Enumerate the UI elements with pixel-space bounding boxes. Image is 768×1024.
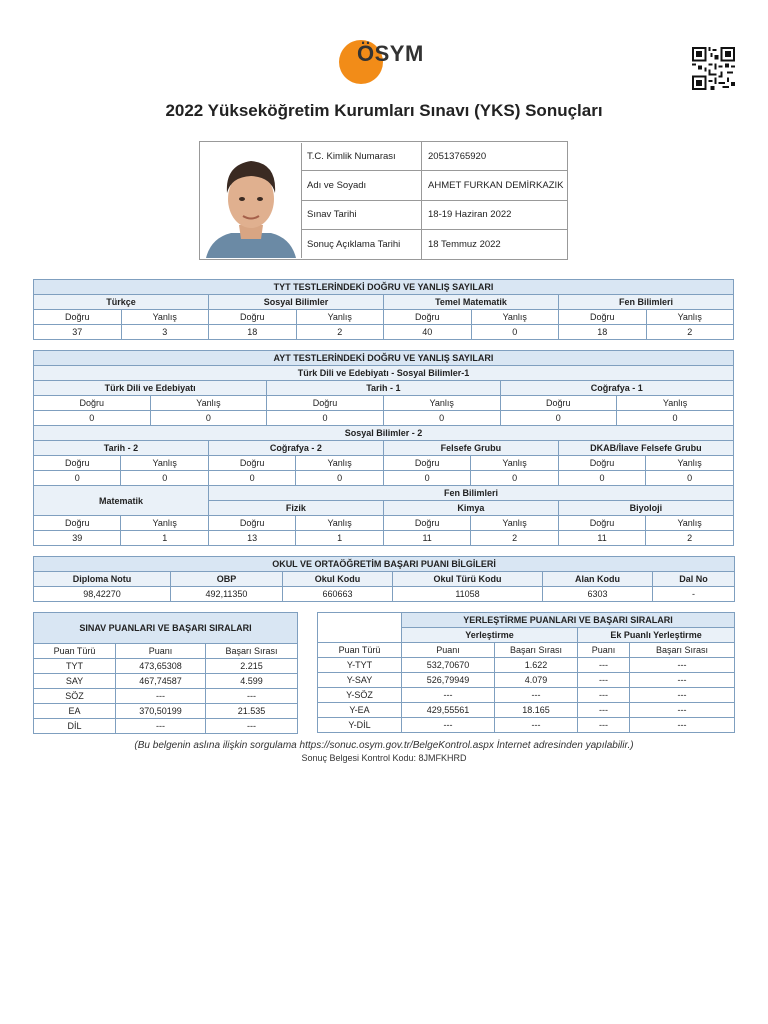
okul-table: [33, 556, 735, 602]
ek-rank-value: ---: [630, 703, 735, 718]
score-type: TYT: [34, 659, 116, 674]
count-cell: 0: [383, 471, 470, 486]
yanlis-label: Yanlış: [150, 396, 267, 411]
column-header: Puanı: [116, 644, 206, 659]
subject-header: DKAB/İlave Felsefe Grubu: [558, 441, 733, 456]
count-cell: 18: [559, 325, 647, 340]
count-cell: 0: [471, 471, 558, 486]
count-cell: 18: [209, 325, 297, 340]
count-cell: 1: [296, 531, 383, 546]
column-header: OBP: [171, 572, 283, 587]
count-cell: 0: [150, 411, 267, 426]
ayt-section-1: Türk Dili ve Edebiyatı - Sosyal Bilimler-1: [34, 366, 734, 381]
yanlis-label: Yanlış: [296, 456, 383, 471]
dogru-label: Doğru: [208, 456, 295, 471]
dogru-label: Doğru: [383, 456, 470, 471]
count-cell: 13: [208, 531, 295, 546]
yerlestirme-title: YERLEŞTİRME PUANLARI VE BAŞARI SIRALARI: [402, 613, 735, 628]
info-row-date: [301, 201, 567, 230]
count-cell: 3: [121, 325, 209, 340]
score-type: EA: [34, 704, 116, 719]
ek-rank-value: ---: [630, 673, 735, 688]
column-header: Başarı Sırası: [630, 643, 735, 658]
yanlis-label: Yanlış: [296, 516, 383, 531]
count-cell: 0: [646, 471, 734, 486]
subject-header: Türkçe: [34, 295, 209, 310]
column-header: Okul Türü Kodu: [393, 572, 543, 587]
score-type: Y-SÖZ: [318, 688, 402, 703]
rank-value: ---: [495, 688, 578, 703]
blank-cell: [318, 613, 402, 643]
score-value: 473,65308: [116, 659, 206, 674]
rank-value: 21.535: [206, 704, 298, 719]
score-value: 532,70670: [402, 658, 495, 673]
count-cell: 40: [384, 325, 472, 340]
rank-value: ---: [495, 718, 578, 733]
count-cell: 0: [121, 471, 208, 486]
column-header: Dal No: [653, 572, 735, 587]
count-cell: 2: [296, 325, 384, 340]
count-cell: 0: [383, 411, 500, 426]
subject-header: Türk Dili ve Edebiyatı: [34, 381, 267, 396]
subject-header: Tarih - 2: [34, 441, 209, 456]
dogru-label: Doğru: [34, 310, 122, 325]
control-code: Sonuç Belgesi Kontrol Kodu: 8JMFKHRD: [301, 753, 467, 763]
info-value: 20513765920: [428, 150, 487, 162]
yerlestirme-table: [317, 612, 735, 733]
yanlis-label: Yanlış: [121, 456, 208, 471]
subject-header: Biyoloji: [558, 501, 733, 516]
yanlis-label: Yanlış: [617, 396, 734, 411]
count-cell: 2: [471, 531, 558, 546]
yanlis-label: Yanlış: [471, 456, 558, 471]
rank-value: 18.165: [495, 703, 578, 718]
value-cell: 492,11350: [171, 587, 283, 602]
count-cell: 39: [34, 531, 121, 546]
count-cell: 0: [558, 471, 645, 486]
score-value: ---: [402, 718, 495, 733]
column-header: Başarı Sırası: [495, 643, 578, 658]
rank-value: 2.215: [206, 659, 298, 674]
dogru-label: Doğru: [34, 396, 151, 411]
info-label: Adı ve Soyadı: [301, 171, 422, 199]
count-cell: 0: [617, 411, 734, 426]
column-header: Alan Kodu: [543, 572, 653, 587]
subject-header: Fen Bilimleri: [559, 295, 734, 310]
subject-header: Sosyal Bilimler: [209, 295, 384, 310]
score-value: 467,74587: [116, 674, 206, 689]
ek-rank-value: ---: [630, 688, 735, 703]
ek-score-value: ---: [578, 688, 630, 703]
score-type: Y-SAY: [318, 673, 402, 688]
score-value: ---: [402, 688, 495, 703]
qr-code-icon: [692, 47, 735, 90]
info-row-result-date: [301, 230, 567, 259]
score-value: ---: [116, 719, 206, 734]
candidate-photo: [201, 143, 302, 258]
page-title: 2022 Yükseköğretim Kurumları Sınavı (YKS) Sonuçları: [165, 101, 603, 120]
info-label: T.C. Kimlik Numarası: [301, 142, 422, 170]
yanlis-label: Yanlış: [121, 516, 208, 531]
fen-header: Fen Bilimleri: [208, 486, 733, 501]
dogru-label: Doğru: [267, 396, 384, 411]
rank-value: 4.079: [495, 673, 578, 688]
subject-header: Coğrafya - 2: [208, 441, 383, 456]
info-value: 18-19 Haziran 2022: [428, 209, 512, 221]
value-cell: 6303: [543, 587, 653, 602]
info-row-name: [301, 171, 567, 200]
info-value: 18 Temmuz 2022: [428, 238, 501, 250]
dogru-label: Doğru: [384, 310, 472, 325]
matematik-header: Matematik: [34, 486, 209, 516]
sinav-table: [33, 612, 298, 734]
count-cell: 37: [34, 325, 122, 340]
yanlis-label: Yanlış: [646, 456, 734, 471]
score-value: 526,79949: [402, 673, 495, 688]
count-cell: 2: [646, 531, 734, 546]
count-cell: 0: [208, 471, 295, 486]
yanlis-label: Yanlış: [646, 516, 734, 531]
osym-logo: [339, 40, 439, 86]
subject-header: Temel Matematik: [384, 295, 559, 310]
score-type: SÖZ: [34, 689, 116, 704]
column-header: Puan Türü: [318, 643, 402, 658]
rank-value: ---: [206, 689, 298, 704]
tyt-title: TYT TESTLERİNDEKİ DOĞRU VE YANLIŞ SAYILARI: [34, 280, 734, 295]
count-cell: 0: [34, 471, 121, 486]
count-cell: 1: [121, 531, 208, 546]
ayt-section-2: Sosyal Bilimler - 2: [34, 426, 734, 441]
column-header: Puanı: [402, 643, 495, 658]
yerlestirme-subheader: Yerleştirme: [402, 628, 578, 643]
count-cell: 2: [646, 325, 734, 340]
ek-rank-value: ---: [630, 718, 735, 733]
ayt-table: [33, 350, 734, 546]
count-cell: 11: [558, 531, 645, 546]
subject-header: Tarih - 1: [267, 381, 500, 396]
ek-score-value: ---: [578, 703, 630, 718]
verification-note: (Bu belgenin aslına ilişkin sorgulama https://sonuc.osym.gov.tr/BelgeKontrol.aspx İnternet adresinden yapılabilir.): [134, 740, 634, 751]
count-cell: 0: [34, 411, 151, 426]
info-row-tc: [301, 142, 567, 171]
subject-header: Kimya: [383, 501, 558, 516]
dogru-label: Doğru: [383, 516, 470, 531]
score-value: 370,50199: [116, 704, 206, 719]
yanlis-label: Yanlış: [471, 516, 558, 531]
rank-value: ---: [206, 719, 298, 734]
score-type: SAY: [34, 674, 116, 689]
value-cell: 660663: [283, 587, 393, 602]
subject-header: Felsefe Grubu: [383, 441, 558, 456]
dogru-label: Doğru: [558, 516, 645, 531]
column-header: Puan Türü: [34, 644, 116, 659]
score-type: Y-EA: [318, 703, 402, 718]
ek-rank-value: ---: [630, 658, 735, 673]
okul-title: OKUL VE ORTAÖĞRETİM BAŞARI PUANI BİLGİLERİ: [34, 557, 735, 572]
ek-puanli-subheader: Ek Puanlı Yerleştirme: [578, 628, 735, 643]
ek-score-value: ---: [578, 673, 630, 688]
info-label: Sınav Tarihi: [301, 201, 422, 229]
value-cell: -: [653, 587, 735, 602]
info-label: Sonuç Açıklama Tarihi: [301, 230, 422, 259]
value-cell: 98,42270: [34, 587, 171, 602]
column-header: Okul Kodu: [283, 572, 393, 587]
dogru-label: Doğru: [558, 456, 645, 471]
dogru-label: Doğru: [208, 516, 295, 531]
count-cell: 0: [500, 411, 617, 426]
dogru-label: Doğru: [209, 310, 297, 325]
yanlis-label: Yanlış: [471, 310, 559, 325]
column-header: Puanı: [578, 643, 630, 658]
count-cell: 0: [267, 411, 384, 426]
subject-header: Coğrafya - 1: [500, 381, 734, 396]
rank-value: 1.622: [495, 658, 578, 673]
yanlis-label: Yanlış: [646, 310, 734, 325]
score-type: Y-TYT: [318, 658, 402, 673]
logo-text: ÖSYM: [357, 41, 424, 66]
column-header: Başarı Sırası: [206, 644, 298, 659]
count-cell: 11: [383, 531, 470, 546]
score-value: 429,55561: [402, 703, 495, 718]
score-type: Y-DİL: [318, 718, 402, 733]
count-cell: 0: [471, 325, 559, 340]
candidate-info: [199, 141, 568, 260]
dogru-label: Doğru: [559, 310, 647, 325]
count-cell: 0: [296, 471, 383, 486]
ek-score-value: ---: [578, 718, 630, 733]
dogru-label: Doğru: [34, 456, 121, 471]
info-value: AHMET FURKAN DEMİRKAZIK: [428, 179, 564, 191]
tyt-table: [33, 279, 734, 340]
dogru-label: Doğru: [34, 516, 121, 531]
column-header: Diploma Notu: [34, 572, 171, 587]
subject-header: Fizik: [208, 501, 383, 516]
yanlis-label: Yanlış: [296, 310, 384, 325]
yanlis-label: Yanlış: [383, 396, 500, 411]
score-value: ---: [116, 689, 206, 704]
yanlis-label: Yanlış: [121, 310, 209, 325]
sinav-title: SINAV PUANLARI VE BAŞARI SIRALARI: [34, 613, 298, 644]
ek-score-value: ---: [578, 658, 630, 673]
ayt-title: AYT TESTLERİNDEKİ DOĞRU VE YANLIŞ SAYILARI: [34, 351, 734, 366]
rank-value: 4.599: [206, 674, 298, 689]
score-type: DİL: [34, 719, 116, 734]
value-cell: 11058: [393, 587, 543, 602]
dogru-label: Doğru: [500, 396, 617, 411]
